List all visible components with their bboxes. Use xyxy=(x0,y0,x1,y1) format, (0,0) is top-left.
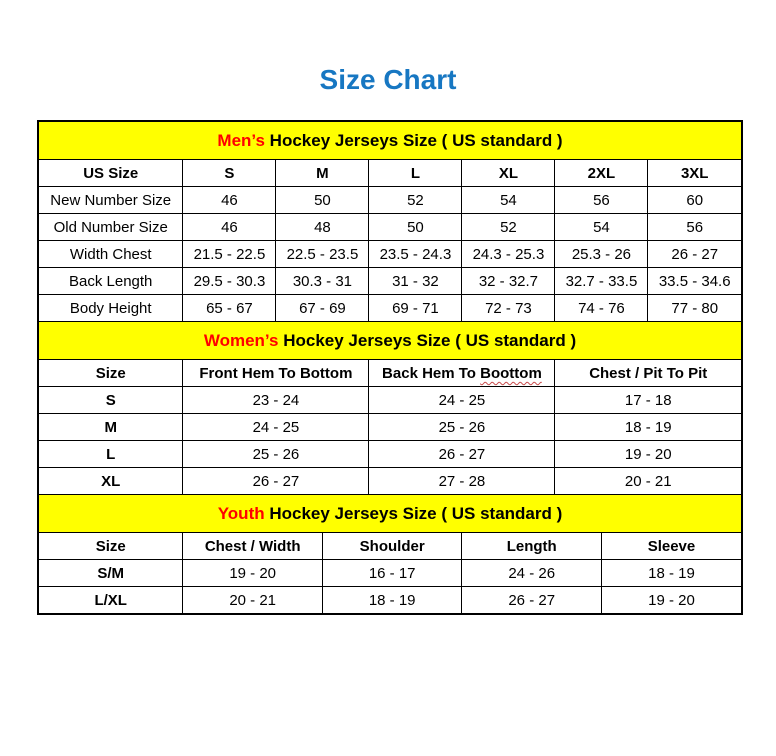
row-label: Back Length xyxy=(39,268,183,295)
table-cell: 52 xyxy=(462,214,555,241)
column-header-text: Back Hem To xyxy=(382,365,481,382)
table-row xyxy=(39,387,741,414)
row-label: New Number Size xyxy=(39,187,183,214)
table-cell: 67 - 69 xyxy=(276,295,369,322)
table-cell: 24.3 - 25.3 xyxy=(462,241,555,268)
table-cell: 19 - 20 xyxy=(555,441,741,468)
column-header: Shoulder xyxy=(322,533,462,560)
table-cell: 74 - 76 xyxy=(555,295,648,322)
table-row xyxy=(39,295,741,322)
table-row xyxy=(39,187,741,214)
column-header: Chest / Width xyxy=(183,533,323,560)
table-cell: 17 - 18 xyxy=(555,387,741,414)
table-cell: 27 - 28 xyxy=(369,468,555,495)
table-cell: 25 - 26 xyxy=(369,414,555,441)
table-cell: 65 - 67 xyxy=(183,295,276,322)
row-label: Body Height xyxy=(39,295,183,322)
size-chart-container xyxy=(37,120,743,615)
table-cell: 26 - 27 xyxy=(648,241,741,268)
table-cell: 23.5 - 24.3 xyxy=(369,241,462,268)
row-label: L xyxy=(39,441,183,468)
table-cell: 23 - 24 xyxy=(183,387,369,414)
table-cell: 25 - 26 xyxy=(183,441,369,468)
column-header: 2XL xyxy=(555,160,648,187)
table-cell: 77 - 80 xyxy=(648,295,741,322)
table-cell: 19 - 20 xyxy=(601,587,741,614)
column-header xyxy=(369,360,555,387)
table-cell: 24 - 25 xyxy=(369,387,555,414)
womens-header-rest: Hockey Jerseys Size ( US standard ) xyxy=(278,331,577,350)
table-row xyxy=(39,241,741,268)
misspelled-word-squiggle: Boottom xyxy=(480,365,542,382)
table-row xyxy=(39,560,741,587)
mens-size-table xyxy=(39,160,741,321)
table-row xyxy=(39,414,741,441)
row-label: S/M xyxy=(39,560,183,587)
column-header: L xyxy=(369,160,462,187)
table-cell: 56 xyxy=(648,214,741,241)
column-header: Front Hem To Bottom xyxy=(183,360,369,387)
table-cell: 26 - 27 xyxy=(369,441,555,468)
table-cell: 26 - 27 xyxy=(183,468,369,495)
column-header: M xyxy=(276,160,369,187)
table-cell: 72 - 73 xyxy=(462,295,555,322)
row-label: Old Number Size xyxy=(39,214,183,241)
row-label: XL xyxy=(39,468,183,495)
table-cell: 60 xyxy=(648,187,741,214)
table-cell: 26 - 27 xyxy=(462,587,602,614)
table-cell: 22.5 - 23.5 xyxy=(276,241,369,268)
youth-highlight-word: Youth xyxy=(217,504,265,523)
womens-header-row xyxy=(39,360,741,387)
table-cell: 46 xyxy=(183,214,276,241)
table-cell: 20 - 21 xyxy=(555,468,741,495)
table-cell: 54 xyxy=(555,214,648,241)
mens-highlight-word: Men’s xyxy=(217,131,265,150)
table-cell: 24 - 26 xyxy=(462,560,602,587)
table-cell: 32 - 32.7 xyxy=(462,268,555,295)
mens-header-row xyxy=(39,160,741,187)
table-cell: 46 xyxy=(183,187,276,214)
womens-size-table xyxy=(39,360,741,494)
table-cell: 20 - 21 xyxy=(183,587,323,614)
table-cell: 69 - 71 xyxy=(369,295,462,322)
womens-section-header xyxy=(39,321,741,360)
table-row xyxy=(39,468,741,495)
row-label: S xyxy=(39,387,183,414)
table-cell: 56 xyxy=(555,187,648,214)
row-label: Width Chest xyxy=(39,241,183,268)
table-row xyxy=(39,214,741,241)
column-header: Chest / Pit To Pit xyxy=(555,360,741,387)
womens-highlight-word: Women’s xyxy=(203,331,279,350)
column-header: Length xyxy=(462,533,602,560)
column-header: Sleeve xyxy=(601,533,741,560)
column-header: XL xyxy=(462,160,555,187)
table-cell: 32.7 - 33.5 xyxy=(555,268,648,295)
youth-header-rest: Hockey Jerseys Size ( US standard ) xyxy=(264,504,563,523)
column-header: Size xyxy=(39,533,183,560)
table-row xyxy=(39,587,741,614)
table-cell: 50 xyxy=(369,214,462,241)
column-header: US Size xyxy=(39,160,183,187)
table-cell: 31 - 32 xyxy=(369,268,462,295)
table-cell: 25.3 - 26 xyxy=(555,241,648,268)
mens-header-rest: Hockey Jerseys Size ( US standard ) xyxy=(264,131,563,150)
table-cell: 48 xyxy=(276,214,369,241)
table-row xyxy=(39,268,741,295)
column-header: S xyxy=(183,160,276,187)
column-header: 3XL xyxy=(648,160,741,187)
table-row xyxy=(39,441,741,468)
table-cell: 29.5 - 30.3 xyxy=(183,268,276,295)
table-cell: 24 - 25 xyxy=(183,414,369,441)
table-cell: 50 xyxy=(276,187,369,214)
table-cell: 21.5 - 22.5 xyxy=(183,241,276,268)
row-label: L/XL xyxy=(39,587,183,614)
page-title: Size Chart xyxy=(319,64,457,95)
row-label: M xyxy=(39,414,183,441)
youth-size-table xyxy=(39,533,741,613)
table-cell: 18 - 19 xyxy=(601,560,741,587)
youth-section-header xyxy=(39,494,741,533)
youth-header-row xyxy=(39,533,741,560)
column-header: Size xyxy=(39,360,183,387)
table-cell: 18 - 19 xyxy=(322,587,462,614)
mens-section-header xyxy=(39,122,741,160)
table-cell: 30.3 - 31 xyxy=(276,268,369,295)
table-cell: 16 - 17 xyxy=(322,560,462,587)
table-cell: 52 xyxy=(369,187,462,214)
table-cell: 54 xyxy=(462,187,555,214)
table-cell: 19 - 20 xyxy=(183,560,323,587)
table-cell: 33.5 - 34.6 xyxy=(648,268,741,295)
table-cell: 18 - 19 xyxy=(555,414,741,441)
